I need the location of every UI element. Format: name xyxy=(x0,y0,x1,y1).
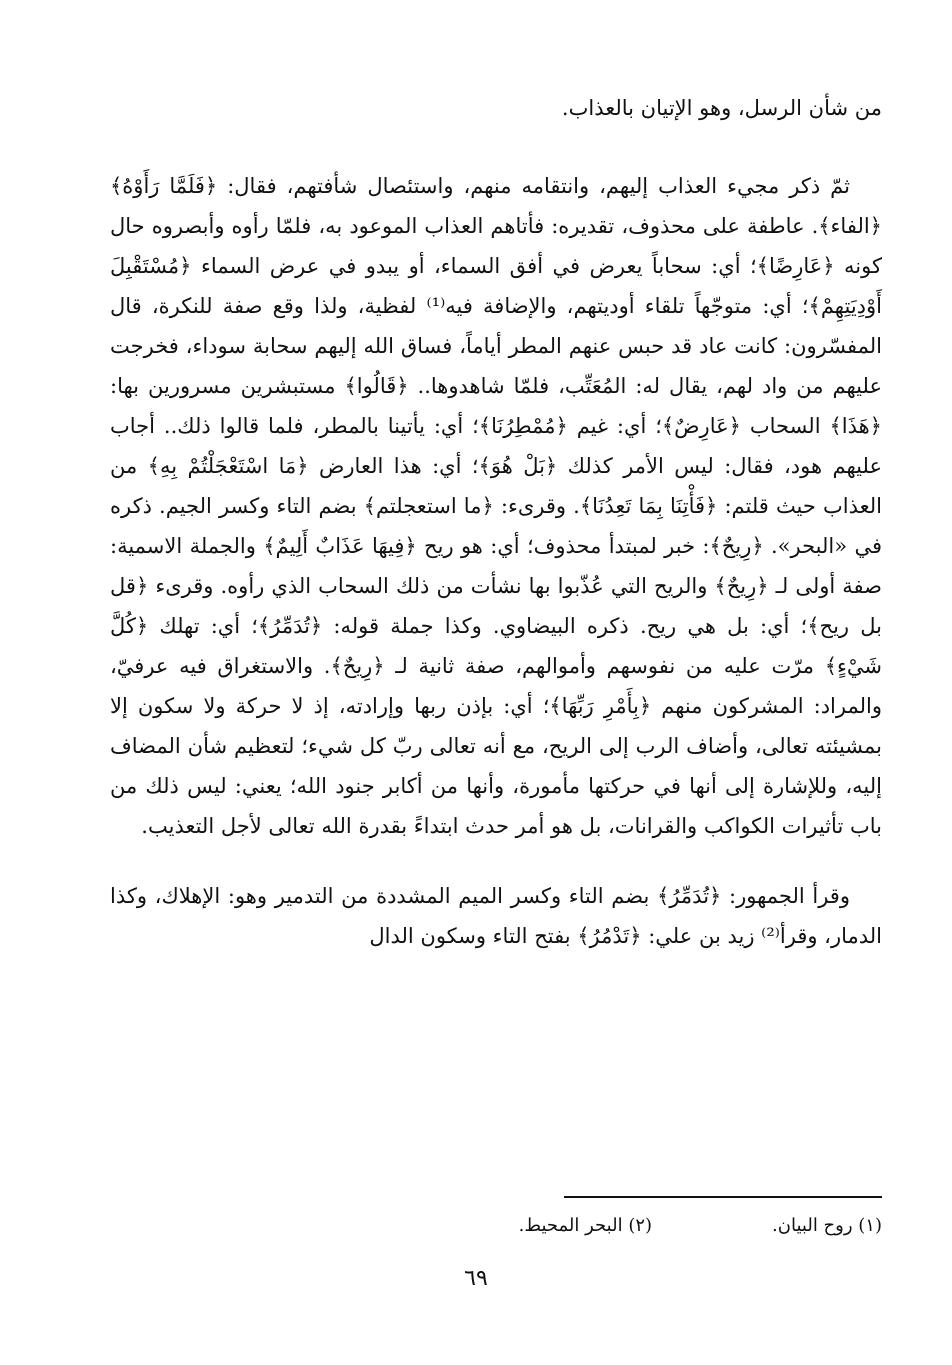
paragraph-3: وقرأ الجمهور: ﴿تُدَمِّرُ﴾ بضم التاء وكسر الميم المشددة من التدمير وهو: الإهلاك، وكذا الدمار، وقرأ⁽²⁾ زيد بن علي: ﴿تَدْمُرُ﴾ بفتح التاء وسكون الدال xyxy=(110,884,882,948)
footnote-divider xyxy=(564,1196,882,1198)
footnote-1: (١) روح البيان. xyxy=(772,1215,882,1236)
footnote-2: (٢) البحر المحيط. xyxy=(518,1215,653,1236)
paragraph-1: من شأن الرسل، وهو الإتيان بالعذاب. xyxy=(561,96,882,120)
page-number: ٦٩ xyxy=(464,1266,488,1291)
page-body xyxy=(110,88,882,1365)
paragraph-2: ثمّ ذكر مجيء العذاب إليهم، وانتقامه منهم، واستئصال شأفتهم، فقال: ﴿فَلَمَّا رَأَوْهُ﴾ ﴿الفاء﴾. عاطفة على محذوف، تقديره: فأتاهم العذاب الموعود به، فلمّا رأوه وأبصروه حال كونه ﴿عَارِضًا﴾؛ أي: سحاباً يعرض في أفق السماء، أو يبدو في عرض السماء ﴿مُسْتَقْبِلَ أَوْدِيَتِهِمْ﴾؛ أي: متوجّهاً تلقاء أوديتهم، والإضافة فيه⁽¹⁾ لفظية، ولذا وقع صفة للنكرة، قال المفسّرون: كانت عاد قد حبس عنهم المطر أياماً، فساق الله إليهم سحابة سوداء، فخرجت عليهم من واد لهم، يقال له: المُعَتِّب، فلمّا شاهدوها.. ﴿قَالُوا﴾ مستبشرين مسرورين بها: ﴿هَذَا﴾ السحاب ﴿عَارِضٌ﴾؛ أي: غيم ﴿مُمْطِرُنَا﴾؛ أي: يأتينا بالمطر، فلما قالوا ذلك.. أجاب عليهم هود، فقال: ليس الأمر كذلك ﴿بَلْ هُوَ﴾؛ أي: هذا العارض ﴿مَا اسْتَعْجَلْتُمْ بِهِ﴾ من العذاب حيث قلتم: ﴿فَأْتِنَا بِمَا تَعِدُنَا﴾. وقرىء: ﴿ما استعجلتم﴾ بضم التاء وكسر الجيم. ذكره في «البحر». ﴿رِيحٌ﴾: خبر لمبتدأ محذوف؛ أي: هو ريح ﴿فِيهَا عَذَابٌ أَلِيمٌ﴾ والجملة الاسمية: صفة أولى لـ ﴿رِيحٌ﴾ والريح التي عُذّبوا بها نشأت من ذلك السحاب الذي رأوه. وقرىء ﴿قل بل ريح﴾؛ أي: بل هي ريح. ذكره البيضاوي. وكذا جملة قوله: ﴿تُدَمِّرُ﴾؛ أي: تهلك ﴿كُلَّ شَيْءٍ﴾ مرّت عليه من نفوسهم وأموالهم، صفة ثانية لـ ﴿رِيحٌ﴾. والاستغراق فيه عرفيّ، والمراد: المشركون منهم ﴿بِأَمْرِ رَبِّهَا﴾؛ أي: بإذن ربها وإرادته، إذ لا حركة ولا سكون إلا بمشيئته تعالى، وأضاف الرب إلى الريح، مع أنه تعالى ربّ كل شيء؛ لتعظيم شأن المضاف إليه، وللإشارة إلى أنها في حركتها مأمورة، وأنها من أكابر جنود الله؛ يعني: ليس ذلك من باب تأثيرات الكواكب والقرانات، بل هو أمر حدث ابتداءً بقدرة الله تعالى لأجل التعذيب. xyxy=(110,174,882,838)
footnotes xyxy=(282,1212,882,1240)
